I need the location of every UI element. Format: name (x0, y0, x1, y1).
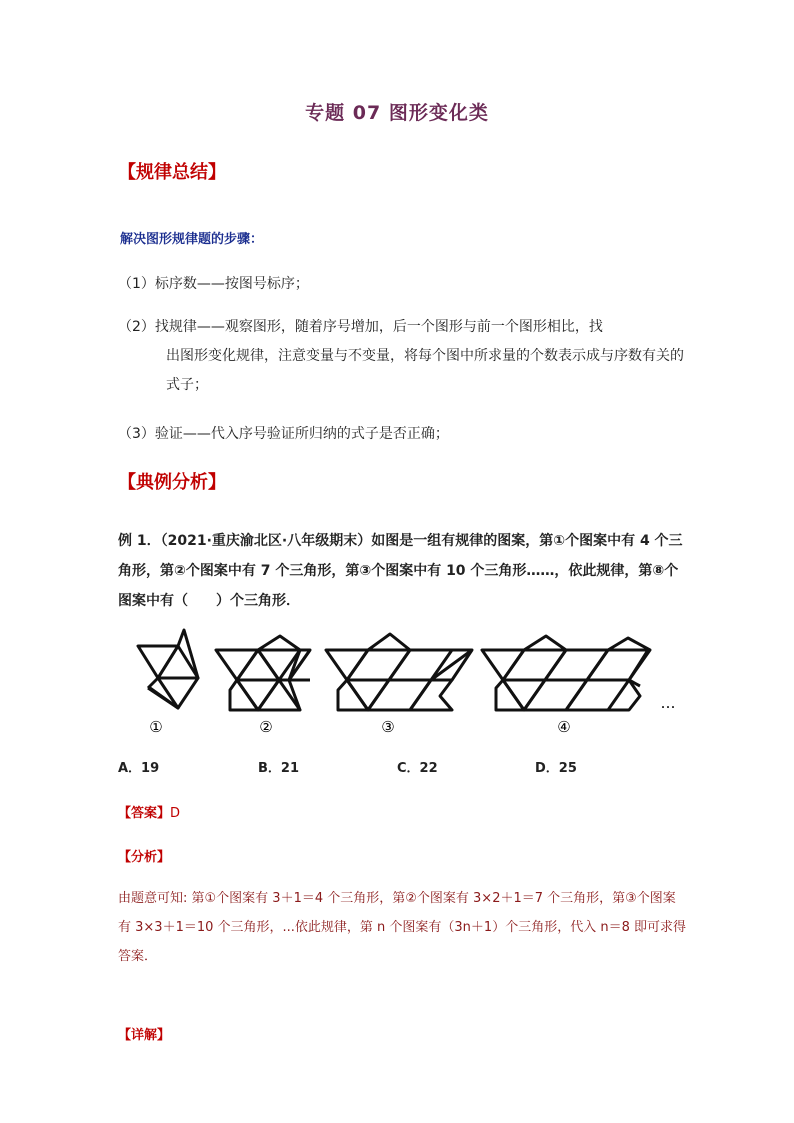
choice-d: D．25 (535, 761, 577, 776)
pattern-figure-4 (482, 636, 650, 710)
choice-c: C．22 (397, 761, 438, 776)
answer-value: D (170, 806, 181, 821)
detail-heading: 【详解】 (118, 1028, 171, 1043)
figure-label-1: ① (149, 718, 163, 736)
figure-label-3: ③ (381, 718, 395, 736)
steps-heading: 解决图形规律题的步骤： (120, 232, 264, 247)
figure-label-4: ④ (557, 718, 571, 736)
figure-label-2: ② (259, 718, 273, 736)
step-1: （1）标序数——按图号标序； (118, 276, 309, 292)
step-2: （2）找规律——观察图形，随着序号增加，后一个图形与前一个图形相比，找 (118, 319, 603, 335)
step-2-continued: 出图形变化规律，注意变量与不变量，将每个图中所求量的个数表示成与序数有关的式子； (166, 348, 684, 393)
step-3: （3）验证——代入序号验证所归纳的式子是否正确； (118, 426, 449, 442)
pattern-figure-3 (326, 634, 472, 710)
triangle-pattern-figures (120, 628, 690, 748)
section-heading-summary: 【规律总结】 (118, 162, 226, 183)
section-heading-examples: 【典例分析】 (118, 472, 226, 493)
choice-a: A．19 (118, 761, 160, 776)
pattern-figure-2 (216, 636, 310, 710)
example-question: 例 1．（2021·重庆渝北区·八年级期末）如图是一组有规律的图案，第①个图案中有 4 个三角形，第②个图案中有 7 个三角形，第③个图案中有 10 个三角形……，依此规律，第⑧个图案中有（ ）个三角形． (118, 533, 683, 609)
pattern-figure-1 (138, 630, 198, 708)
choice-b: B．21 (258, 761, 299, 776)
answer-heading: 【答案】D (118, 806, 181, 821)
analysis-text: 由题意可知: 第①个图案有 3＋1＝4 个三角形，第②个图案有 3×2＋1＝7 个三角形，第③个图案有 3×3＋1＝10 个三角形，...依此规律，第 n 个图案有（3n＋1）个三角形，代入 n＝8 即可求得答案． (118, 891, 686, 964)
figure-ellipsis: … (660, 694, 676, 712)
page-title: 专题 07 图形变化类 (305, 102, 489, 124)
analysis-heading: 【分析】 (118, 850, 171, 865)
